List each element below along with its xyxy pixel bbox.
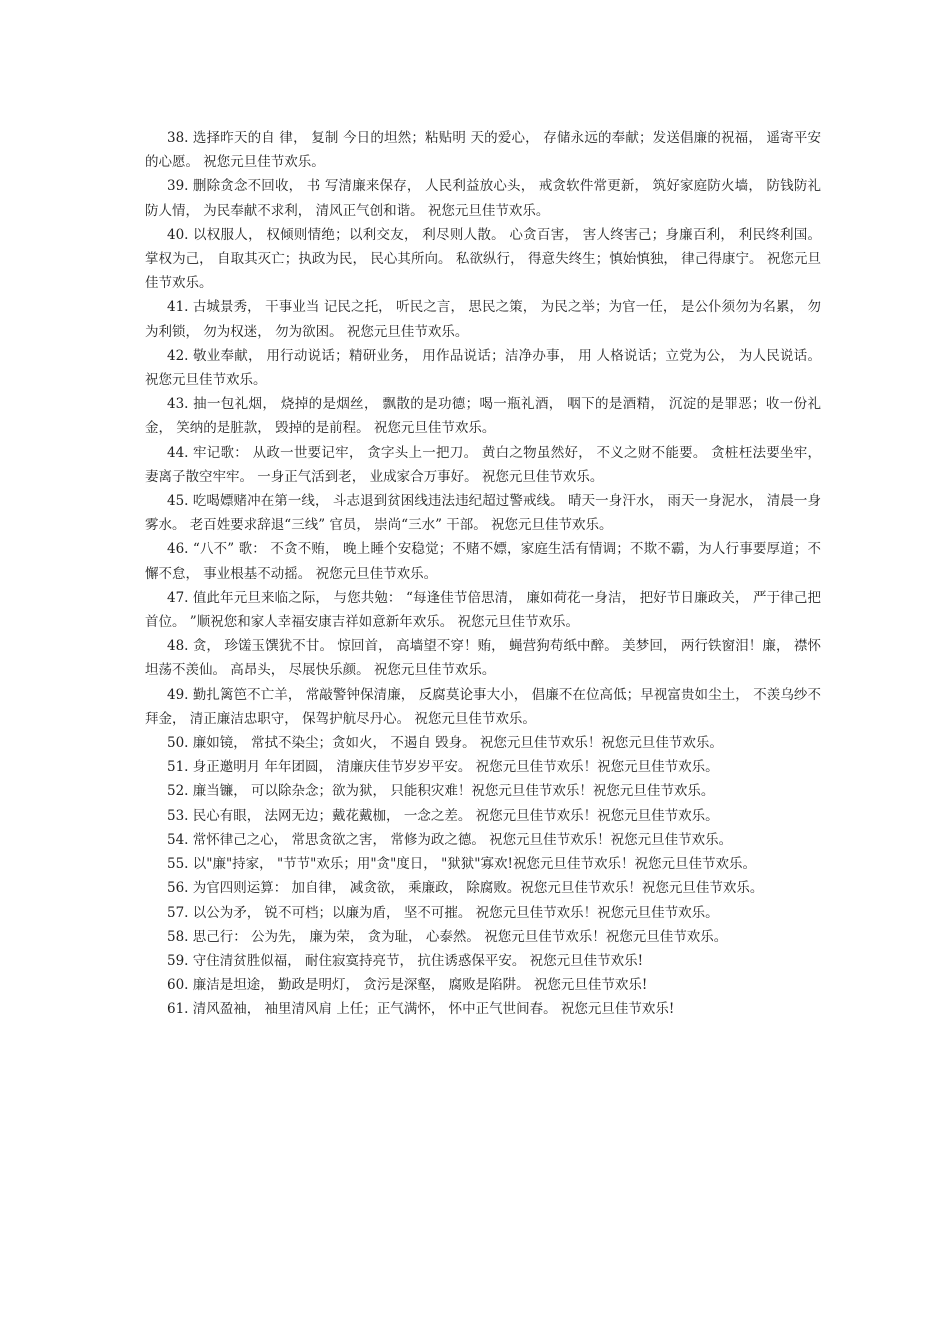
- paragraph-58: 58. 思己行： 公为先， 廉为荣， 贪为耻， 心泰然。 祝您元旦佳节欢乐！祝您元旦佳节欢乐。: [167, 928, 728, 945]
- paragraph-57: 57. 以公为矛， 锐不可档；以廉为盾， 坚不可摧。 祝您元旦佳节欢乐！祝您元旦佳节欢乐。: [167, 904, 719, 921]
- paragraph-47: 47. 值此年元旦来临之际， 与您共勉： “每逢佳节倍思清， 廉如荷花一身洁， 把好节日廉政关， 严于律己把首位。 ”顺祝您和家人幸福安康吉祥如意新年欢乐。 祝您元旦佳节欢乐。: [145, 589, 821, 631]
- paragraph-55: 55. 以"廉"持家， "节节"欢乐；用"贪"度日， "狱狱"寡欢!祝您元旦佳节欢乐！祝您元旦佳节欢乐。: [167, 856, 756, 873]
- document-page: [145, 126, 821, 1022]
- paragraph-50: 50. 廉如镜， 常拭不染尘；贪如火， 不遏自 毁身。 祝您元旦佳节欢乐！祝您元旦佳节欢乐。: [167, 735, 723, 752]
- paragraph-56: 56. 为官四则运算： 加自律， 减贪欲， 乘廉政， 除腐败。祝您元旦佳节欢乐！祝您元旦佳节欢乐。: [167, 880, 764, 897]
- paragraph-38: 38. 选择昨天的自 律， 复制 今日的坦然；粘贴明 天的爱心， 存储永远的奉献；发送倡廉的祝福， 遥寄平安的心愿。 祝您元旦佳节欢乐。: [145, 130, 821, 171]
- paragraph-41: 41. 古城景秀， 干事业当 记民之托， 听民之言， 思民之策， 为民之举；为官一任， 是公仆须勿为名累， 勿为利锁， 勿为权迷， 勿为欲困。 祝您元旦佳节欢乐。: [145, 299, 821, 340]
- paragraph-48: 48. 贪， 珍馐玉馔犹不甘。 惊回首， 高墙望不穿！贿， 蝇营狗苟纸中醉。 美梦回， 两行铁窗泪！廉， 襟怀坦荡不羡仙。 高昂头， 尽展快乐颜。 祝您元旦佳节欢乐。: [145, 638, 821, 679]
- paragraph-49: 49. 勤扎篱笆不亡羊， 常敲警钟保清廉， 反腐莫论事大小， 倡廉不在位高低；早视富贵如尘土， 不羡乌纱不拜金， 清正廉洁忠职守， 保驾护航尽丹心。 祝您元旦佳节欢乐。: [145, 686, 821, 727]
- paragraph-42: 42. 敬业奉献， 用行动说话；精研业务， 用作品说话；洁净办事， 用 人格说话；立党为公， 为人民说话。 祝您元旦佳节欢乐。: [145, 347, 821, 389]
- paragraph-39: 39. 删除贪念不回收， 书 写清廉来保存， 人民利益放心头， 戒贪软件常更新， 筑好家庭防火墙， 防钱防礼防人情， 为民奉献不求利， 清风正气创和谐。 祝您元旦佳节欢乐。: [145, 178, 821, 219]
- paragraph-54: 54. 常怀律己之心， 常思贪欲之害， 常修为政之德。 祝您元旦佳节欢乐！祝您元旦佳节欢乐。: [167, 831, 733, 848]
- paragraph-46: 46. “八不” 歌： 不贪不贿， 晚上睡个安稳觉；不赌不嫖，家庭生活有情调；不欺不霸，为人行事要厚道；不懈不怠， 事业根基不动摇。 祝您元旦佳节欢乐。: [145, 541, 821, 582]
- paragraph-40: 40. 以权服人， 权倾则情绝；以利交友， 利尽则人散。 心贪百害， 害人终害己；身廉百利， 利民终利国。 掌权为己， 自取其灭亡；执政为民， 民心其所向。 私欲纵行， 得意失终生；慎始慎独， 律己得康宁。 祝您元旦佳节欢乐。: [145, 226, 821, 292]
- paragraph-45: 45. 吃喝嫖赌冲在第一线， 斗志退到贫困线违法违纪超过警戒线。 晴天一身汗水， 雨天一身泥水， 清晨一身雾水。 老百姓要求辞退“三线” 官员， 崇尚“三水” 干部。 祝您元旦佳节欢乐。: [145, 493, 821, 534]
- paragraph-44: 44. 牢记歌： 从政一世要记牢， 贪字头上一把刀。 黄白之物虽然好， 不义之财不能要。 贪桩枉法要坐牢， 妻离子散空牢牢。 一身正气活到老， 业成家合万事好。 祝您元旦佳节欢乐。: [145, 444, 821, 485]
- paragraph-53: 53. 民心有眼， 法网无边；戴花戴枷， 一念之差。 祝您元旦佳节欢乐！祝您元旦佳节欢乐。: [167, 807, 719, 824]
- paragraph-51: 51. 身正邀明月 年年团圆， 清廉庆佳节岁岁平安。 祝您元旦佳节欢乐！祝您元旦佳节欢乐。: [167, 759, 719, 776]
- paragraph-52: 52. 廉当镰， 可以除杂念；欲为狱， 只能积灾难！祝您元旦佳节欢乐！祝您元旦佳节欢乐。: [167, 783, 715, 800]
- paragraph-43: 43. 抽一包礼烟， 烧掉的是烟丝， 飘散的是功德；喝一瓶礼酒， 咽下的是酒精， 沉淀的是罪恶；收一份礼金， 笑纳的是脏款， 毁掉的是前程。 祝您元旦佳节欢乐。: [145, 396, 821, 437]
- paragraph-59: 59. 守住清贫胜似福， 耐住寂寞持亮节， 抗住诱惑保平安。 祝您元旦佳节欢乐!: [167, 952, 644, 969]
- paragraph-61: 61. 清风盈袖， 袖里清风肩 上任；正气满怀， 怀中正气世间春。 祝您元旦佳节欢乐!: [167, 1001, 675, 1018]
- paragraph-60: 60. 廉洁是坦途， 勤政是明灯， 贪污是深壑， 腐败是陷阱。 祝您元旦佳节欢乐!: [167, 977, 648, 994]
